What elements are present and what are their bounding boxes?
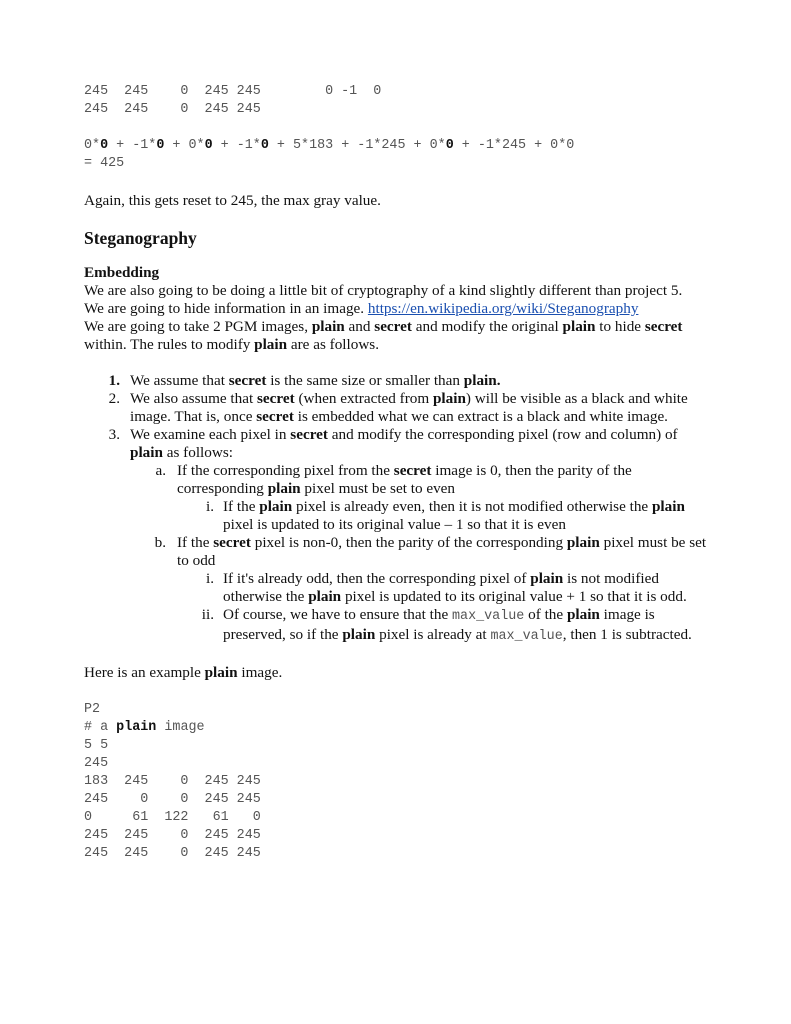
subsection-heading: Embedding [84,264,160,281]
inline-code: max_value [452,609,525,624]
intro-paragraph: We are going to take 2 PGM images, plain and secret and modify the original plain to hide secret within. The rules to modify plain are as follows. [84,318,683,353]
pgm-example [84,701,714,863]
pgm-max: 245 [84,756,109,771]
intro-line-link: We are going to hide information in an image. https://en.wikipedia.org/wiki/Steganography [84,300,639,317]
pgm-row: 0 61 122 61 0 [84,810,261,825]
steganography-link[interactable]: https://en.wikipedia.org/wiki/Steganography [367,300,639,317]
document-page [84,80,714,863]
convolution-calculation [84,137,714,173]
list-item: 3. We examine each pixel in secret and modify the corresponding pixel (row and column) of plain as follows: [108,426,678,461]
pgm-row: 245 245 0 245 245 [84,828,261,843]
list-item: a. If the corresponding pixel from the secret image is 0, then the parity of the corresponding plain pixel must be set to even [155,462,632,497]
intro-line: We are also going to be doing a little bit of cryptography of a kind slightly different than project 5. [84,282,683,299]
example-intro: Here is an example plain image. [84,664,283,681]
matrix-row: 245 245 0 245 245 [84,102,261,117]
matrix-row: 245 245 0 245 245 0 -1 0 [84,84,382,99]
calc-line: 0*0 + -1*0 + 0*0 + -1*0 + 5*183 + -1*245 + 0*0 + -1*245 + 0*0 [84,138,575,153]
pgm-row: 245 0 0 245 245 [84,792,261,807]
pgm-dims: 5 5 [84,738,109,753]
list-item: 2. We also assume that secret (when extracted from plain) will be visible as a black and white image. That is, once secret is embedded what we can extract is a black and white image. [108,390,688,425]
calc-result: = 425 [84,156,125,171]
list-item: i. If it's already odd, then the corresponding pixel of plain is not modified otherwise the plain pixel is updated to its original value + 1 so that it is odd. [205,570,687,605]
rules-list [84,372,714,646]
list-item: 1. We assume that secret is the same size or smaller than plain. [108,372,501,389]
section-title: Steganography [84,228,197,248]
pgm-row: 183 245 0 245 245 [84,774,261,789]
pgm-row: 245 245 0 245 245 [84,846,261,861]
list-item: ii. Of course, we have to ensure that the max_value of the plain image is preserved, so if the plain pixel is already at max_value, then 1 is subtracted. [201,606,692,644]
list-item: b. If the secret pixel is non-0, then the parity of the corresponding plain pixel must be set to odd [154,534,707,569]
kernel-matrix-tail [84,83,714,119]
pgm-comment: # a plain image [84,720,205,735]
inline-code: max_value [490,629,563,644]
list-item: i. If the plain pixel is already even, then it is not modified otherwise the plain pixel is updated to its original value – 1 so that it is even [205,498,685,533]
reset-note: Again, this gets reset to 245, the max gray value. [84,192,381,209]
pgm-magic: P2 [84,702,101,717]
